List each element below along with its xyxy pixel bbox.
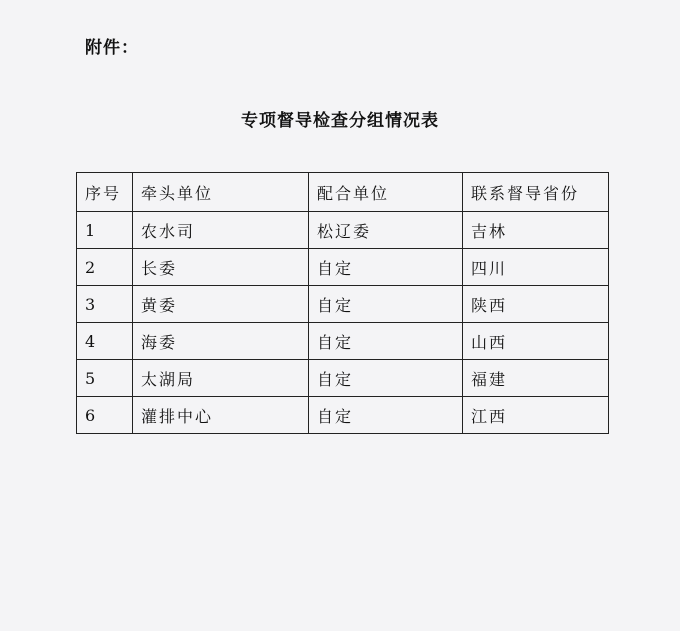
table-header-row: [77, 173, 609, 212]
row-index-cell: 5: [77, 360, 133, 397]
cooperating-unit-cell: 松辽委: [309, 212, 463, 249]
row-index-cell: 4: [77, 323, 133, 360]
province-cell: 江西: [463, 397, 609, 434]
cooperating-unit-cell: 自定: [309, 360, 463, 397]
column-header-province: 联系督导省份: [463, 173, 609, 212]
lead-unit-cell: 黄委: [133, 286, 309, 323]
lead-unit-cell: 长委: [133, 249, 309, 286]
lead-unit-cell: 农水司: [133, 212, 309, 249]
cooperating-unit-cell: 自定: [309, 323, 463, 360]
lead-unit-cell: 海委: [133, 323, 309, 360]
cooperating-unit-cell: 自定: [309, 249, 463, 286]
table-row: [77, 212, 609, 249]
province-cell: 四川: [463, 249, 609, 286]
cooperating-unit-cell: 自定: [309, 397, 463, 434]
cooperating-unit-cell: 自定: [309, 286, 463, 323]
lead-unit-cell: 灌排中心: [133, 397, 309, 434]
province-cell: 陕西: [463, 286, 609, 323]
table-row: [77, 249, 609, 286]
column-header-lead-unit: 牵头单位: [133, 173, 309, 212]
province-cell: 山西: [463, 323, 609, 360]
row-index-cell: 2: [77, 249, 133, 286]
row-index-cell: 1: [77, 212, 133, 249]
lead-unit-cell: 太湖局: [133, 360, 309, 397]
table-row: [77, 286, 609, 323]
table-row: [77, 397, 609, 434]
row-index-cell: 3: [77, 286, 133, 323]
province-cell: 吉林: [463, 212, 609, 249]
table-row: [77, 323, 609, 360]
column-header-cooperating-unit: 配合单位: [309, 173, 463, 212]
attachment-label: 附件：: [85, 38, 139, 58]
row-index-cell: 6: [77, 397, 133, 434]
column-header-index: 序号: [77, 173, 133, 212]
table-row: [77, 360, 609, 397]
document-title: 专项督导检查分组情况表: [241, 111, 439, 131]
province-cell: 福建: [463, 360, 609, 397]
group-table: [76, 172, 609, 434]
